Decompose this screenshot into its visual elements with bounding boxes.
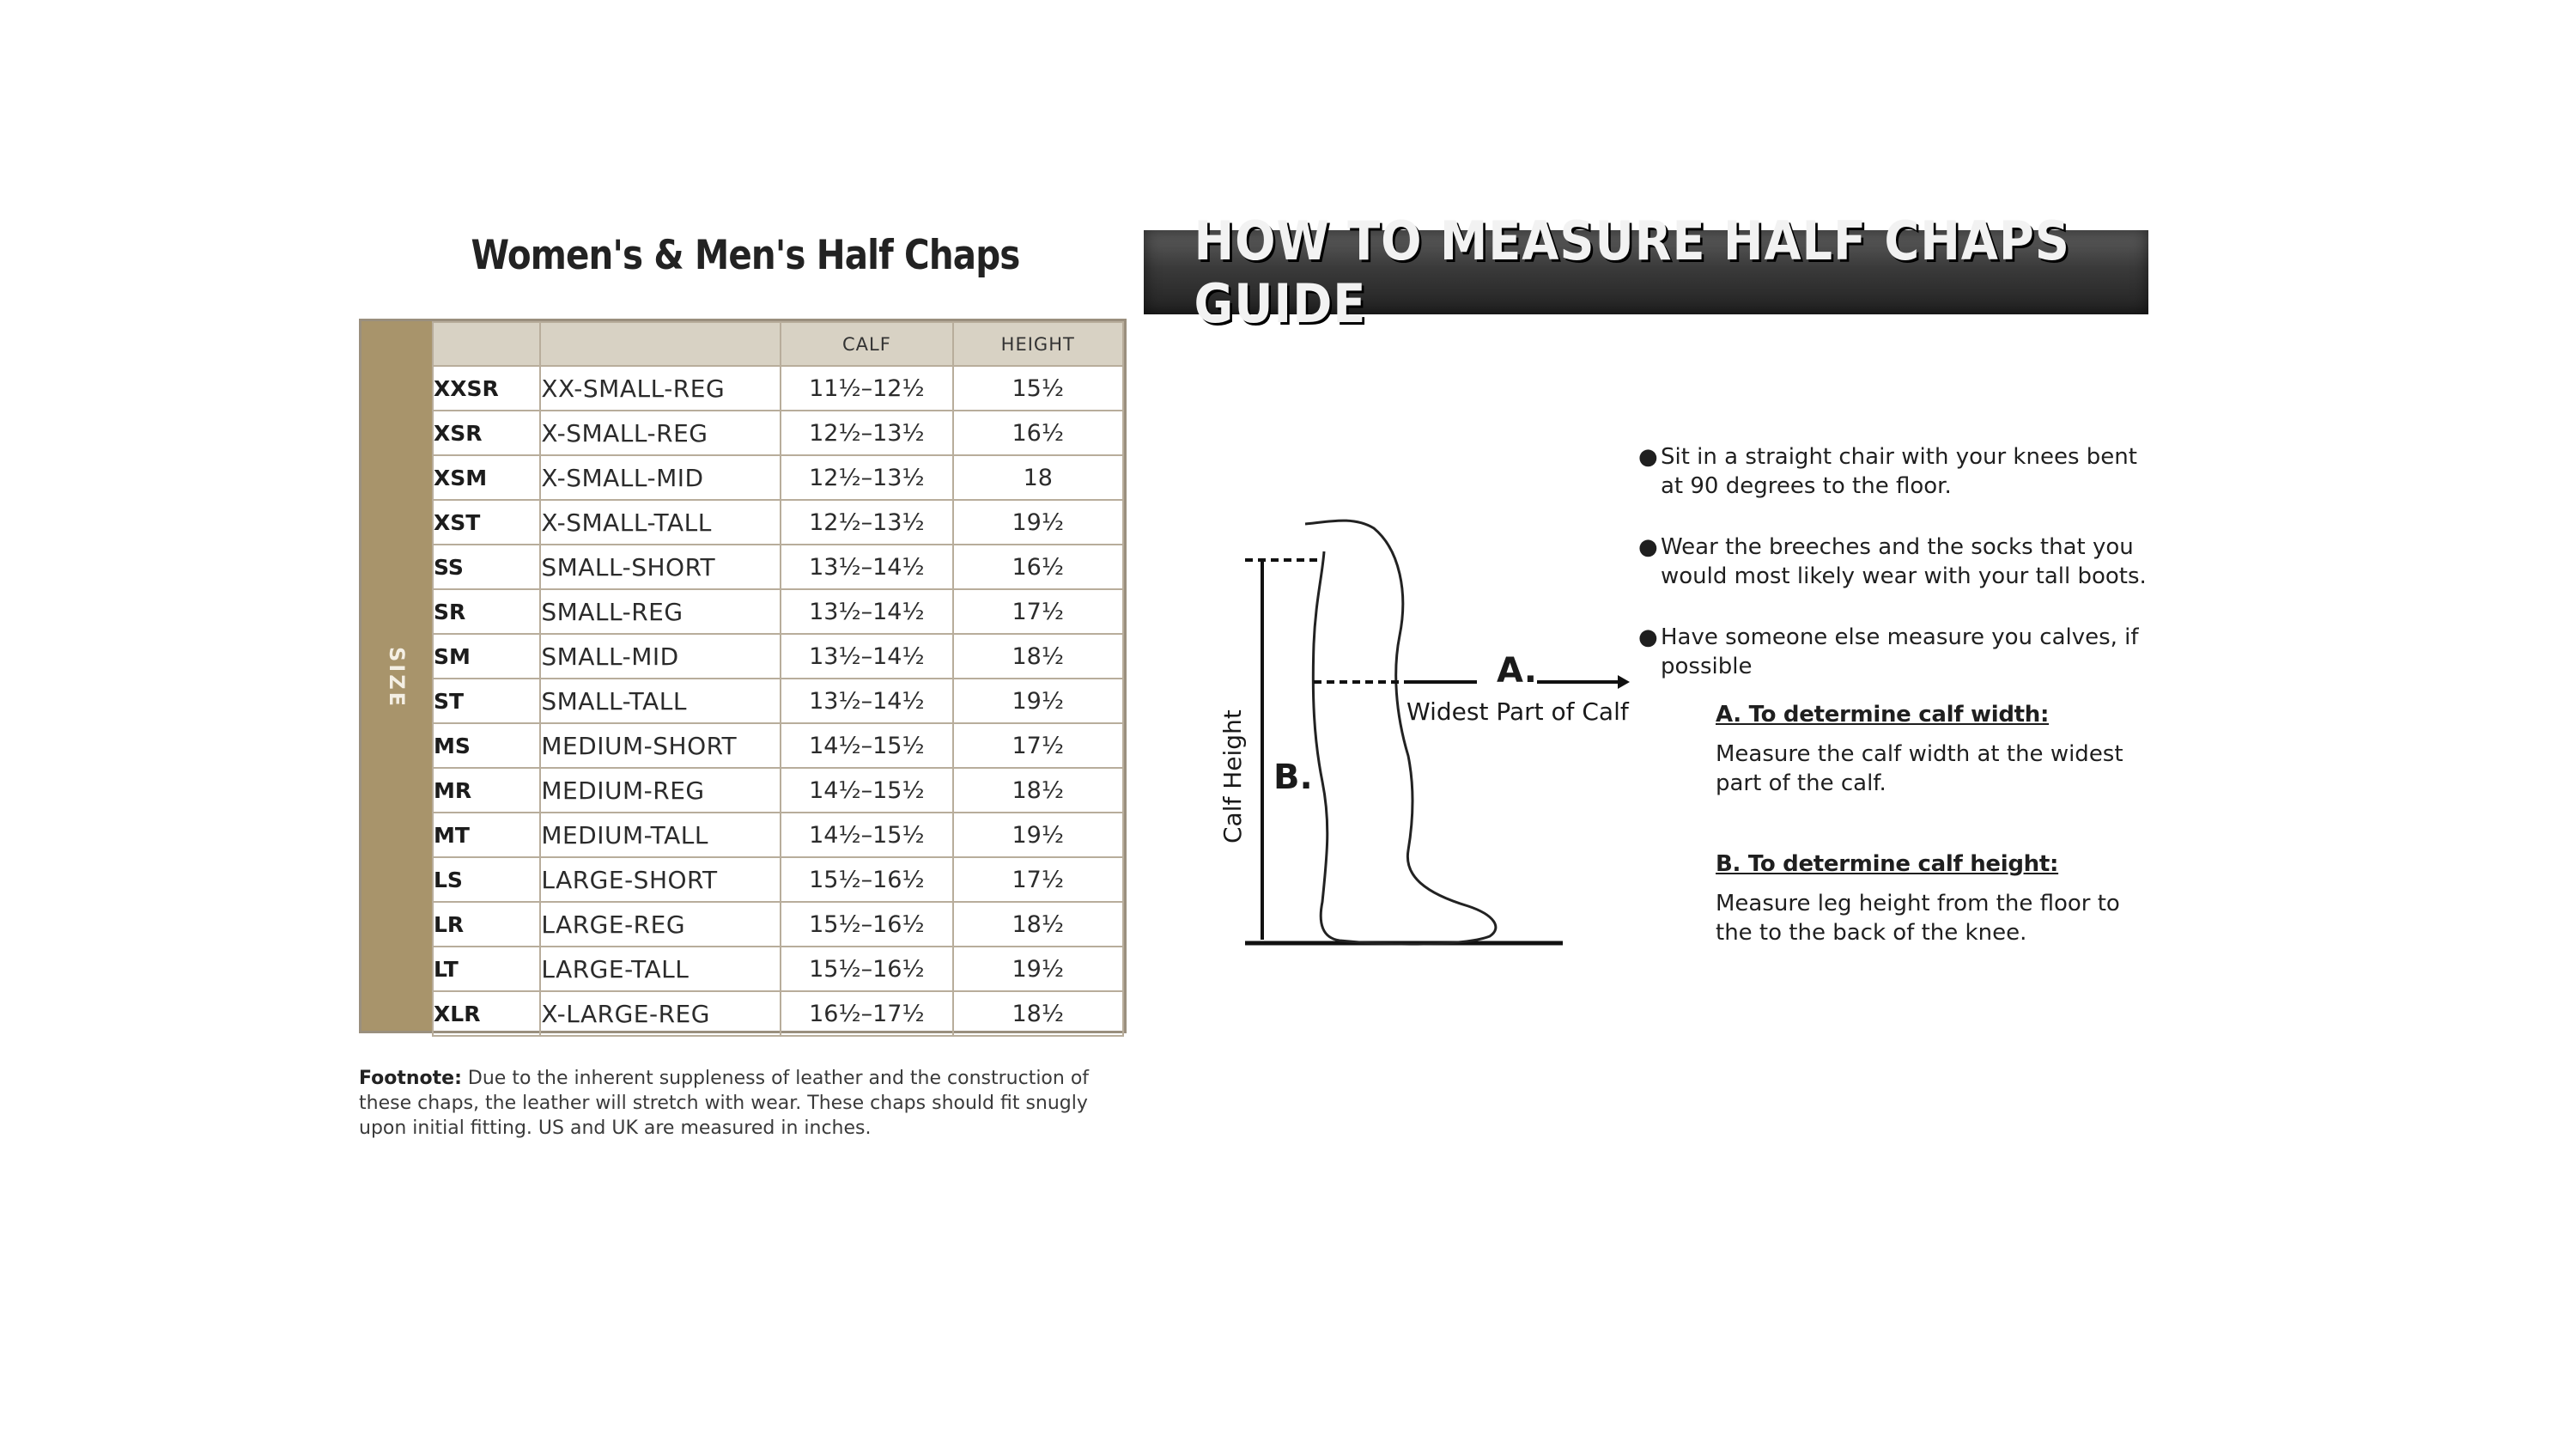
header-height: HEIGHT (953, 322, 1123, 366)
height-cell: 16½ (953, 411, 1123, 455)
calf-width-text: Measure the calf width at the widest part of the calf. (1716, 741, 2123, 796)
size-code-cell: MS (433, 723, 540, 768)
size-name-cell: LARGE-TALL (540, 947, 781, 991)
calf-range-cell: 15½–16½ (781, 947, 952, 991)
bullet-text: Wear the breeches and the socks that you would most likely wear with your tall boots. (1661, 534, 2147, 589)
header-code (433, 322, 540, 366)
calf-range-cell: 14½–15½ (781, 813, 952, 857)
height-cell: 17½ (953, 857, 1123, 902)
leg-diagram-svg (1194, 498, 1640, 962)
size-name-cell: X-SMALL-TALL (540, 500, 781, 545)
guide-banner (1144, 210, 2148, 335)
size-name-cell: X-SMALL-REG (540, 411, 781, 455)
size-name-cell: LARGE-SHORT (540, 857, 781, 902)
size-row (433, 902, 1123, 947)
footnote-text: Due to the inherent suppleness of leather and the construction of these chaps, the leather will stretch with wear. These chaps should fit snugly upon initial fitting. US and UK are measured in inches. (359, 1068, 1090, 1139)
height-cell: 16½ (953, 545, 1123, 589)
calf-range-cell: 15½–16½ (781, 902, 952, 947)
calf-height-text: Measure leg height from the floor to the to the back of the knee. (1716, 891, 2120, 946)
size-row (433, 768, 1123, 813)
instruction-bullet (1638, 533, 2154, 591)
size-code-cell: XSR (433, 411, 540, 455)
calf-range-cell: 16½–17½ (781, 991, 952, 1036)
calf-range-cell: 12½–13½ (781, 411, 952, 455)
header-name (540, 322, 781, 366)
calf-width-arrowhead (1618, 675, 1630, 689)
instruction-bullet (1638, 623, 2154, 681)
height-cell: 15½ (953, 366, 1123, 411)
size-row (433, 411, 1123, 455)
size-name-cell: X-LARGE-REG (540, 991, 781, 1036)
calf-range-cell: 12½–13½ (781, 455, 952, 500)
calf-width-section (1716, 700, 2154, 798)
size-side-label: SIZE (385, 646, 409, 709)
size-code-cell: SR (433, 589, 540, 634)
size-chart-footnote (359, 1066, 1115, 1141)
height-cell: 18 (953, 455, 1123, 500)
size-name-cell: SMALL-REG (540, 589, 781, 634)
size-code-cell: LT (433, 947, 540, 991)
bullet-text: Have someone else measure you calves, if possible (1661, 624, 2139, 679)
size-name-cell: MEDIUM-REG (540, 768, 781, 813)
measuring-instructions (1638, 442, 2154, 999)
size-code-cell: XXSR (433, 366, 540, 411)
size-row (433, 679, 1123, 723)
size-side-band (361, 321, 432, 1031)
calf-height-heading: B. To determine calf height: (1716, 851, 2059, 877)
instruction-bullet (1638, 442, 2154, 501)
size-code-cell: XST (433, 500, 540, 545)
size-code-cell: LS (433, 857, 540, 902)
size-name-cell: SMALL-SHORT (540, 545, 781, 589)
bullet-icon: ● (1638, 624, 1658, 650)
size-code-cell: SS (433, 545, 540, 589)
size-code-cell: LR (433, 902, 540, 947)
leg-measurement-diagram (1194, 498, 1640, 962)
calf-range-cell: 13½–14½ (781, 589, 952, 634)
calf-range-cell: 13½–14½ (781, 679, 952, 723)
calf-range-cell: 13½–14½ (781, 545, 952, 589)
height-cell: 17½ (953, 723, 1123, 768)
size-row (433, 857, 1123, 902)
size-row (433, 589, 1123, 634)
calf-range-cell: 13½–14½ (781, 634, 952, 679)
size-name-cell: SMALL-TALL (540, 679, 781, 723)
calf-range-cell: 12½–13½ (781, 500, 952, 545)
height-cell: 19½ (953, 813, 1123, 857)
size-row (433, 366, 1123, 411)
size-chart-title: Women's & Men's Half Chaps (471, 232, 1020, 279)
bullet-text: Sit in a straight chair with your knees bent at 90 degrees to the floor. (1661, 444, 2137, 499)
calf-width-heading: A. To determine calf width: (1716, 702, 2050, 728)
size-code-cell: SM (433, 634, 540, 679)
header-calf: CALF (781, 322, 952, 366)
size-chart-header-row (433, 322, 1123, 366)
size-name-cell: MEDIUM-TALL (540, 813, 781, 857)
height-cell: 17½ (953, 589, 1123, 634)
calf-range-cell: 14½–15½ (781, 723, 952, 768)
size-row (433, 813, 1123, 857)
size-row (433, 991, 1123, 1036)
size-name-cell: SMALL-MID (540, 634, 781, 679)
size-chart-table-container (359, 319, 1127, 1033)
calf-range-cell: 15½–16½ (781, 857, 952, 902)
size-name-cell: MEDIUM-SHORT (540, 723, 781, 768)
footnote-label: Footnote: (359, 1068, 462, 1089)
calf-range-cell: 11½–12½ (781, 366, 952, 411)
size-row (433, 947, 1123, 991)
size-row (433, 723, 1123, 768)
leg-outline (1305, 521, 1496, 944)
size-name-cell: LARGE-REG (540, 902, 781, 947)
height-cell: 19½ (953, 679, 1123, 723)
guide-title: HOW TO MEASURE HALF CHAPS GUIDE (1194, 210, 2070, 335)
size-row (433, 634, 1123, 679)
diagram-caption-a: Widest Part of Calf (1406, 697, 1629, 726)
diagram-label-a: A. (1497, 651, 1537, 691)
height-cell: 18½ (953, 902, 1123, 947)
diagram-axis-caption: Calf Height (1218, 709, 1247, 843)
size-row (433, 455, 1123, 500)
size-name-cell: XX-SMALL-REG (540, 366, 781, 411)
height-cell: 18½ (953, 634, 1123, 679)
size-code-cell: XLR (433, 991, 540, 1036)
bullet-icon: ● (1638, 444, 1658, 470)
calf-range-cell: 14½–15½ (781, 768, 952, 813)
height-cell: 19½ (953, 947, 1123, 991)
size-chart-table (432, 321, 1124, 1037)
size-name-cell: X-SMALL-MID (540, 455, 781, 500)
calf-height-section (1716, 849, 2154, 947)
size-row (433, 545, 1123, 589)
height-cell: 19½ (953, 500, 1123, 545)
height-cell: 18½ (953, 768, 1123, 813)
size-code-cell: XSM (433, 455, 540, 500)
size-code-cell: MT (433, 813, 540, 857)
size-row (433, 500, 1123, 545)
bullet-icon: ● (1638, 534, 1658, 560)
size-code-cell: MR (433, 768, 540, 813)
height-cell: 18½ (953, 991, 1123, 1036)
size-code-cell: ST (433, 679, 540, 723)
diagram-label-b: B. (1273, 758, 1313, 797)
